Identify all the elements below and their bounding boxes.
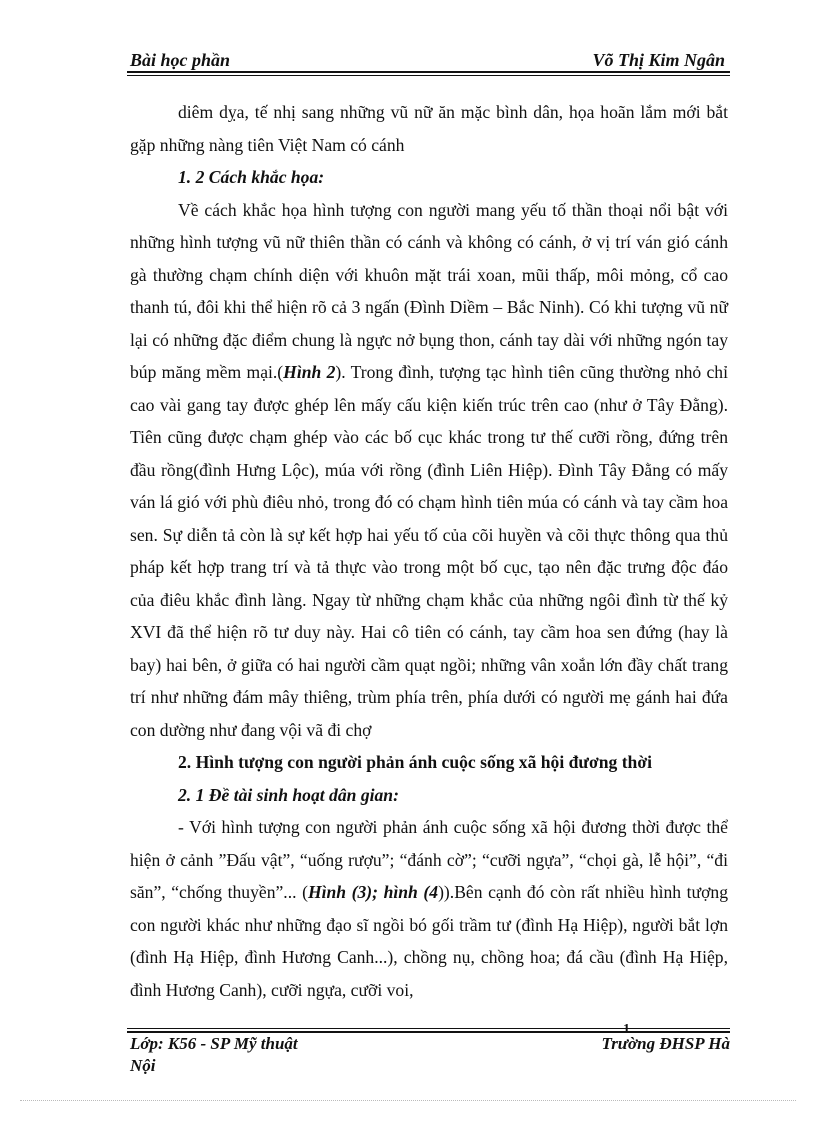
figure-reference: Hình 2 — [283, 362, 336, 382]
document-body — [130, 96, 728, 1006]
header-course-title: Bài học phần — [130, 50, 231, 70]
paragraph-continuation: diêm dỵa, tế nhị sang những vũ nữ ăn mặc bình dân, họa hoãn lắm mới bắt gặp những nàng tiên Việt Nam có cánh — [130, 102, 728, 155]
footer-class: Lớp: K56 - SP Mỹ thuật — [130, 1034, 298, 1053]
paragraph-text: ). Trong đình, tượng tạc hình tiên cũng thường nhỏ chỉ cao vài gang tay được ghép lên mấy cấu kiện kiến trúc trên cao (như ở Tây Đằng). Tiên cũng được chạm ghép vào các bố cục khác trong tư thế cưỡi rồng, đứng trên đầu rồng(đình Hưng Lộc), múa với rồng (đình Liên Hiệp). Đình Tây Đằng có mấy ván lá gió với phù điêu nhỏ, trong đó có chạm hình tiên múa có cánh và tay cầm hoa sen. Sự diễn tả còn là sự kết hợp hai yếu tố của cõi huyền và cõi thực thông qua thủ pháp kết hợp trang trí và tả thực vào trong một bố cục, tạo nên đặc trưng độc đáo của điêu khắc đình làng. Ngay từ những chạm khắc của những ngôi đình từ thế kỷ XVI đã thể hiện rõ tư duy này. Hai cô tiên có cánh, tay cầm hoa sen đứng (hay là bay) hai bên, ở giữa có hai người cầm quạt ngồi; những vân xoắn lớn đầy chất trang trí như những đám mây thiêng, trùm phía trên, phía dưới có người mẹ gánh hai đứa con dường như đang vội vã đi chợ — [130, 362, 728, 740]
paragraph-carving-method — [130, 194, 728, 747]
figure-reference: Hình (3); hình (4 — [307, 882, 439, 902]
paragraph-text: Về cách khắc họa hình tượng con người mang yếu tố thần thoại nổi bật với những hình tượng vũ nữ thiên thần có cánh và không có cánh, ở vị trí ván gió cánh gà thường chạm chính diện với khuôn mặt trái xoan, mũi thấp, môi mỏng, cổ cao thanh tú, đôi khi thể hiện rõ cả 3 ngấn (Đình Diềm – Bắc Ninh). Có khi tượng vũ nữ lại có những đặc điểm chung là ngực nở bụng thon, cánh tay dài với những ngón tay búp măng mềm mại.( — [130, 199, 728, 382]
paragraph-text: - Với hình tượng con người phản ánh cuộc sống xã hội đương thời được thể hiện ở cảnh ”Đấu vật”, “uống rượu”; “đánh cờ”; “cưỡi ngựa”, “chọi gà, lễ hội”, “đi săn”, “chống thuyền”... ( — [130, 817, 728, 902]
section-heading-1-2: 1. 2 Cách khắc họa: — [178, 167, 325, 187]
page-edge-divider — [20, 1100, 796, 1101]
footer-class-continued: Nội — [130, 1056, 156, 1075]
paragraph-folk-life — [130, 811, 728, 1006]
header-rule — [127, 71, 730, 76]
section-heading-2-1: 2. 1 Đề tài sinh hoạt dân gian: — [178, 784, 399, 805]
paragraph-text: )).Bên cạnh đó còn rất nhiều hình tượng con người khác như những đạo sĩ ngồi bó gối trầm tư (đình Hạ Hiệp), người bắt lợn (đình Hạ Hiệp, đình Hương Canh...), chồng nụ, chồng hoa; đá cầu (đình Hạ Hiệp, đình Hương Canh), cưỡi ngựa, cưỡi voi, — [130, 882, 728, 1000]
section-heading-2: 2. Hình tượng con người phản ánh cuộc sống xã hội đương thời — [178, 752, 652, 772]
header-author: Võ Thị Kim Ngân — [592, 50, 725, 70]
footer-rule — [127, 1028, 730, 1033]
footer-school: Trường ĐHSP Hà — [601, 1034, 730, 1053]
page-number: 1 — [623, 1022, 630, 1037]
